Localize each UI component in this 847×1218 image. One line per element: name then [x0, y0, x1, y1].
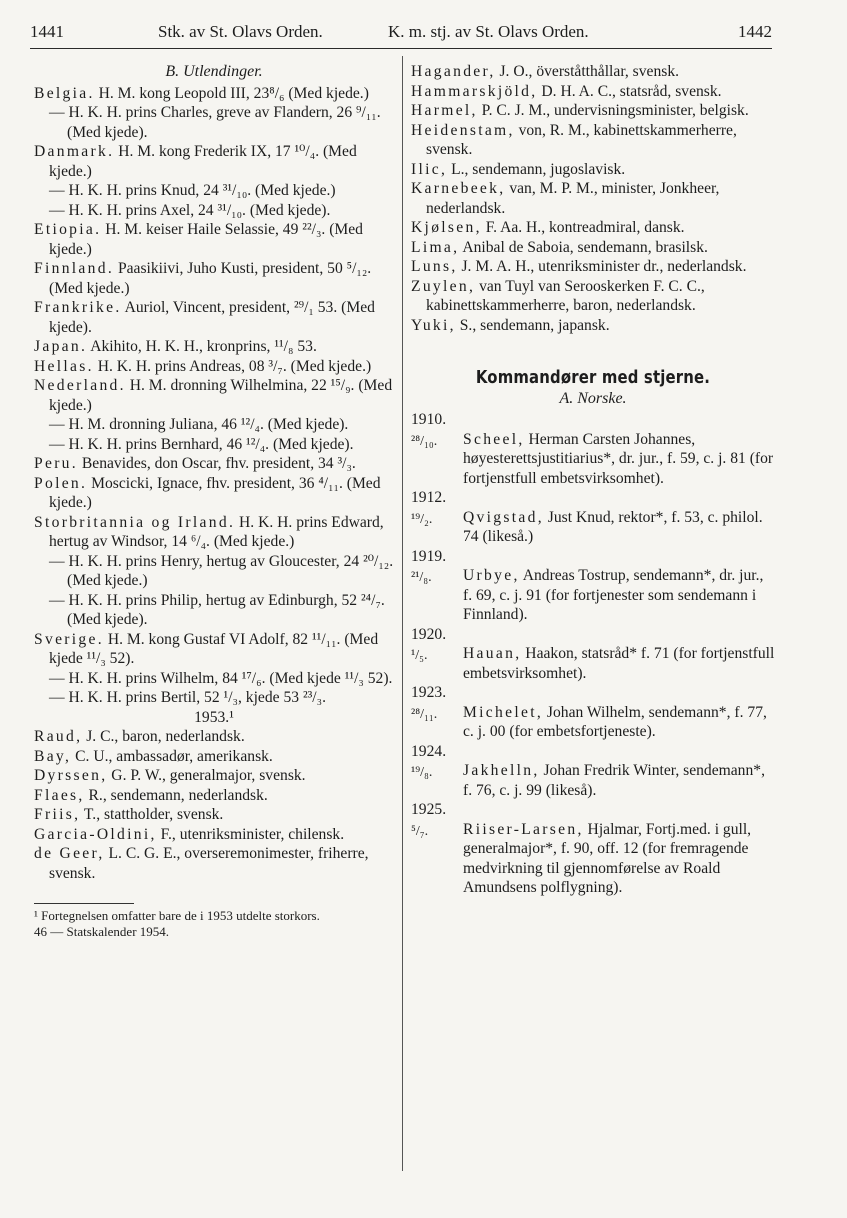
- commander-year: 1924.: [411, 742, 447, 760]
- entry-text: van, M. P. M., minister, Jonkheer, nederlandsk.: [426, 180, 720, 217]
- list-item: [34, 786, 394, 806]
- entry-text: H. M. kong Frederik IX, 17 ¹⁰/₄. (Med kjede.): [49, 143, 357, 180]
- commander-text: [463, 761, 775, 800]
- entry-name: Danmark.: [34, 143, 115, 160]
- entry-name: Nederland.: [34, 377, 126, 394]
- entry-name: Polen.: [34, 474, 88, 492]
- entry-name: —: [49, 591, 65, 609]
- list-item: [34, 727, 394, 747]
- list-item: [34, 259, 394, 298]
- commander-details: Herman Carsten Johannes, høyesterettsjustitiarius*, dr. jur., f. 59, c. j. 81 (for fortjenstfull embetsvirksomhet).: [463, 430, 774, 487]
- entry-name: —: [49, 435, 65, 453]
- entry-name: Flaes,: [34, 786, 85, 804]
- list-item: [34, 766, 394, 786]
- commander-date: ²⁸/₁₁.: [411, 706, 438, 722]
- entry-name: —: [49, 182, 65, 199]
- entry-name: Heidenstam,: [411, 121, 515, 139]
- list-item: [34, 220, 394, 259]
- entry-text: F., utenriksminister, chilensk.: [156, 825, 345, 843]
- entry-text: L., sendemann, jugoslavisk.: [447, 160, 626, 178]
- entry-name: —: [49, 552, 65, 570]
- commander-entry: [411, 508, 775, 547]
- entry-name: Kjølsen,: [411, 219, 482, 236]
- commander-name: Qvigstad,: [463, 508, 544, 526]
- list-item: [34, 337, 394, 357]
- foreign-recipients-list: [34, 84, 394, 708]
- commander-name: Urbye,: [463, 567, 520, 584]
- header-title-left: Stk. av St. Olavs Orden.: [158, 22, 323, 41]
- entry-text: Moscicki, Ignace, fhv. president, 36 ⁴/₁₁. (Med kjede.): [49, 474, 381, 511]
- entry-text: Benavides, don Oscar, fhv. president, 34 ³/₃.: [77, 455, 356, 472]
- entry-text: Anibal de Saboia, sendemann, brasilsk.: [459, 238, 708, 256]
- entry-text: S., sendemann, japansk.: [455, 316, 610, 334]
- entry-text: R., sendemann, nederlandsk.: [84, 786, 268, 804]
- entry-text: H. K. H. prins Bertil, 52 ¹/₃, kjede 53 ²³/₃.: [64, 689, 326, 706]
- entry-name: Dyrssen,: [34, 767, 108, 784]
- entry-name: Hammarskjöld,: [411, 82, 538, 100]
- entry-text: H. K. H. prins Andreas, 08 ³/₇. (Med kjede.): [93, 357, 372, 375]
- commander-text: [463, 644, 775, 683]
- commander-text: [463, 703, 775, 742]
- entry-text: L. C. G. E., overseremonimester, friherre, svensk.: [49, 845, 369, 882]
- list-item: [34, 84, 394, 104]
- section-heading-commanders: Kommandører med stjerne.: [475, 368, 711, 388]
- list-item: [34, 630, 394, 669]
- list-item: [34, 552, 394, 591]
- commander-text: [463, 508, 775, 547]
- list-item: [411, 238, 775, 258]
- commander-year: 1910.: [411, 411, 447, 428]
- entry-name: Bay,: [34, 747, 72, 765]
- commander-date: ¹/₅.: [411, 648, 428, 663]
- list-item: [34, 591, 394, 630]
- commander-entry: [411, 566, 775, 625]
- year-heading: 1953.¹: [194, 708, 234, 726]
- entry-name: Ilic,: [411, 160, 448, 178]
- commander-details: Just Knud, rektor*, f. 53, c. philol. 74 (likeså.): [463, 508, 763, 545]
- list-item: [411, 316, 775, 336]
- list-item: [34, 805, 394, 825]
- commander-text: [463, 430, 775, 489]
- list-item: [34, 454, 394, 474]
- entry-name: Etiopia.: [34, 221, 102, 238]
- entry-text: H. M. kong Leopold III, 23⁸/₆ (Med kjede.): [94, 84, 369, 102]
- commander-details: Johan Fredrik Winter, sendemann*, f. 76, c. j. 99 (likeså).: [463, 762, 765, 799]
- list-item: [34, 415, 394, 435]
- list-item: [34, 298, 394, 337]
- entry-name: Zuylen,: [411, 277, 476, 295]
- entry-text: P. C. J. M., undervisningsminister, belgisk.: [477, 102, 749, 119]
- entry-name: Sverige.: [34, 630, 104, 648]
- entry-text: H. K. H. prins Knud, 24 ³¹/₁₀. (Med kjede.): [64, 182, 336, 199]
- entry-text: H. K. H. prins Wilhelm, 84 ¹⁷/₆. (Med kjede ¹¹/₃ 52).: [64, 669, 393, 687]
- foreign-recipients-continued-list: [411, 62, 775, 335]
- entry-text: J. C., baron, nederlandsk.: [82, 728, 245, 745]
- list-item: [411, 277, 775, 316]
- list-item: [34, 844, 394, 883]
- footnote: ¹ Fortegnelsen omfatter bare de i 1953 utdelte storkors.: [34, 908, 320, 923]
- commander-name: Riiser-Larsen,: [463, 820, 584, 838]
- commander-date: ⁵/₇.: [411, 823, 429, 839]
- commander-year: 1912.: [411, 489, 447, 506]
- list-item: [34, 513, 394, 552]
- entry-text: Auriol, Vincent, president, ²⁹/₁ 53. (Med kjede).: [49, 299, 375, 336]
- entry-text: H. K. H. prins Henry, hertug av Gloucester, 24 ²⁰/₁₂. (Med kjede.): [64, 552, 394, 589]
- page-number-left: 1441: [30, 22, 64, 41]
- list-item: [34, 825, 394, 845]
- list-item: [411, 82, 775, 102]
- entry-name: Garcia-Oldini,: [34, 825, 157, 843]
- list-item: [34, 103, 394, 142]
- entry-name: Japan.: [34, 338, 88, 355]
- entry-text: J. O., överståtthållar, svensk.: [495, 63, 680, 80]
- entry-name: Peru.: [34, 455, 78, 472]
- entry-name: Lima,: [411, 238, 460, 256]
- commander-name: Jakhelln,: [463, 762, 540, 779]
- commanders-list: [411, 410, 775, 898]
- entry-name: Storbritannia og Irland.: [34, 513, 236, 531]
- section-subheading: A. Norske.: [559, 389, 627, 407]
- commander-text: [463, 566, 775, 625]
- right-column: [411, 62, 775, 898]
- entry-name: —: [49, 689, 65, 706]
- page-footer: 46 — Statskalender 1954.: [34, 924, 170, 939]
- commander-entry: [411, 820, 775, 898]
- list-item: [411, 62, 775, 82]
- list-item: [34, 688, 394, 708]
- page-header: [30, 22, 772, 50]
- entry-text: H. K. H. prins Axel, 24 ³¹/₁₀. (Med kjede).: [64, 201, 331, 219]
- list-item: [411, 257, 775, 277]
- list-item: [34, 201, 394, 221]
- entry-text: H. M. dronning Juliana, 46 ¹²/₄. (Med kjede).: [64, 416, 349, 433]
- entry-name: Karnebeek,: [411, 180, 506, 197]
- commander-details: Hjalmar, Fortj.med. i gull, generalmajor*, f. 90, off. 12 (for fremragende medvirkning til gjennomførelse av Roald Amundsens polflygning).: [463, 820, 752, 896]
- entry-name: de Geer,: [34, 845, 105, 862]
- entry-text: H. M. kong Gustaf VI Adolf, 82 ¹¹/₁₁. (Med kjede ¹¹/₃ 52).: [49, 630, 379, 667]
- list-item: [411, 218, 775, 238]
- left-column: [34, 62, 394, 940]
- commander-name: Michelet,: [463, 703, 544, 721]
- list-item: [34, 747, 394, 767]
- list-item: [411, 121, 775, 160]
- list-item: [34, 142, 394, 181]
- entry-name: Hellas.: [34, 357, 94, 375]
- commander-entry: [411, 644, 775, 683]
- section-title: B. Utlendinger.: [165, 63, 263, 80]
- entry-text: H. M. dronning Wilhelmina, 22 ¹⁵/₉. (Med kjede.): [49, 377, 393, 414]
- commander-year: 1923.: [411, 684, 447, 701]
- entry-name: Frankrike.: [34, 299, 122, 316]
- commander-entry: [411, 703, 775, 742]
- entry-name: Harmel,: [411, 102, 478, 119]
- entry-name: —: [49, 104, 65, 121]
- entry-text: F. Aa. H., kontreadmiral, dansk.: [481, 219, 685, 236]
- entry-text: Paasikiivi, Juho Kusti, president, 50 ⁵/₁₂. (Med kjede.): [49, 260, 372, 297]
- commander-year: 1925.: [411, 801, 447, 818]
- entry-text: C. U., ambassadør, amerikansk.: [71, 747, 273, 765]
- entry-name: Finnland.: [34, 260, 115, 277]
- entry-name: Friis,: [34, 806, 81, 823]
- column-divider: [402, 56, 403, 1171]
- entry-name: Hagander,: [411, 63, 496, 80]
- entry-text: H. K. H. prins Charles, greve av Flandern, 26 ⁹/₁₁. (Med kjede).: [64, 104, 381, 141]
- entry-name: Luns,: [411, 258, 458, 275]
- page-number-right: 1442: [738, 22, 772, 41]
- list-item: [34, 435, 394, 455]
- entry-name: —: [49, 669, 65, 687]
- entry-text: D. H. A. C., statsråd, svensk.: [537, 82, 722, 100]
- commander-details: Andreas Tostrup, sendemann*, dr. jur., f. 69, c. j. 91 (for fortjenester som sendemann i Finnland).: [463, 567, 764, 623]
- entry-text: H. K. H. prins Edward, hertug av Windsor, 14 ⁶/₄. (Med kjede.): [49, 513, 384, 550]
- header-rule: [30, 48, 772, 49]
- list-item: [34, 669, 394, 689]
- entry-text: van Tuyl van Serooskerken F. C. C., kabinettskammerherre, baron, nederlandsk.: [426, 277, 705, 314]
- list-item: [411, 101, 775, 121]
- entry-text: H. K. H. prins Bernhard, 46 ¹²/₄. (Med kjede).: [64, 435, 354, 453]
- entry-text: von, R. M., kabinettskammerherre, svensk.: [426, 121, 737, 158]
- entry-name: Yuki,: [411, 316, 456, 334]
- entry-text: H. K. H. prins Philip, hertug av Edinburgh, 52 ²⁴/₇. (Med kjede).: [64, 591, 385, 628]
- commander-text: [463, 820, 775, 898]
- entry-text: Akihito, H. K. H., kronprins, ¹¹/₈ 53.: [87, 338, 317, 355]
- entry-name: —: [49, 416, 65, 433]
- commander-details: Johan Wilhelm, sendemann*, f. 77, c. j. 00 (for embetsfortjeneste).: [463, 703, 767, 740]
- entry-name: Raud,: [34, 728, 83, 745]
- commander-year: 1920.: [411, 625, 447, 643]
- entry-text: G. P. W., generalmajor, svensk.: [107, 767, 306, 784]
- commander-entry: [411, 761, 775, 800]
- list-item: [34, 357, 394, 377]
- commander-date: ²⁸/₁₀.: [411, 433, 438, 449]
- recipients-1953-list: [34, 727, 394, 883]
- commander-entry: [411, 430, 775, 489]
- list-item: [411, 179, 775, 218]
- commander-details: Haakon, statsråd* f. 71 (for fortjenstfull embetsvirksomhet).: [463, 645, 775, 682]
- list-item: [411, 160, 775, 180]
- entry-text: H. M. keiser Haile Selassie, 49 ²²/₃. (Med kjede.): [49, 221, 363, 258]
- entry-name: Belgia.: [34, 84, 95, 102]
- header-title-right: K. m. stj. av St. Olavs Orden.: [388, 22, 589, 41]
- commander-date: ²¹/₈.: [411, 570, 432, 585]
- commander-date: ¹⁹/₂.: [411, 511, 433, 527]
- list-item: [34, 181, 394, 201]
- entry-text: T., stattholder, svensk.: [80, 806, 224, 823]
- commander-name: Hauan,: [463, 645, 522, 662]
- list-item: [34, 376, 394, 415]
- entry-name: —: [49, 201, 65, 219]
- commander-name: Scheel,: [463, 430, 525, 448]
- entry-text: J. M. A. H., utenriksminister dr., nederlandsk.: [457, 258, 747, 275]
- list-item: [34, 474, 394, 513]
- commander-date: ¹⁹/₈.: [411, 765, 433, 780]
- commander-year: 1919.: [411, 547, 447, 565]
